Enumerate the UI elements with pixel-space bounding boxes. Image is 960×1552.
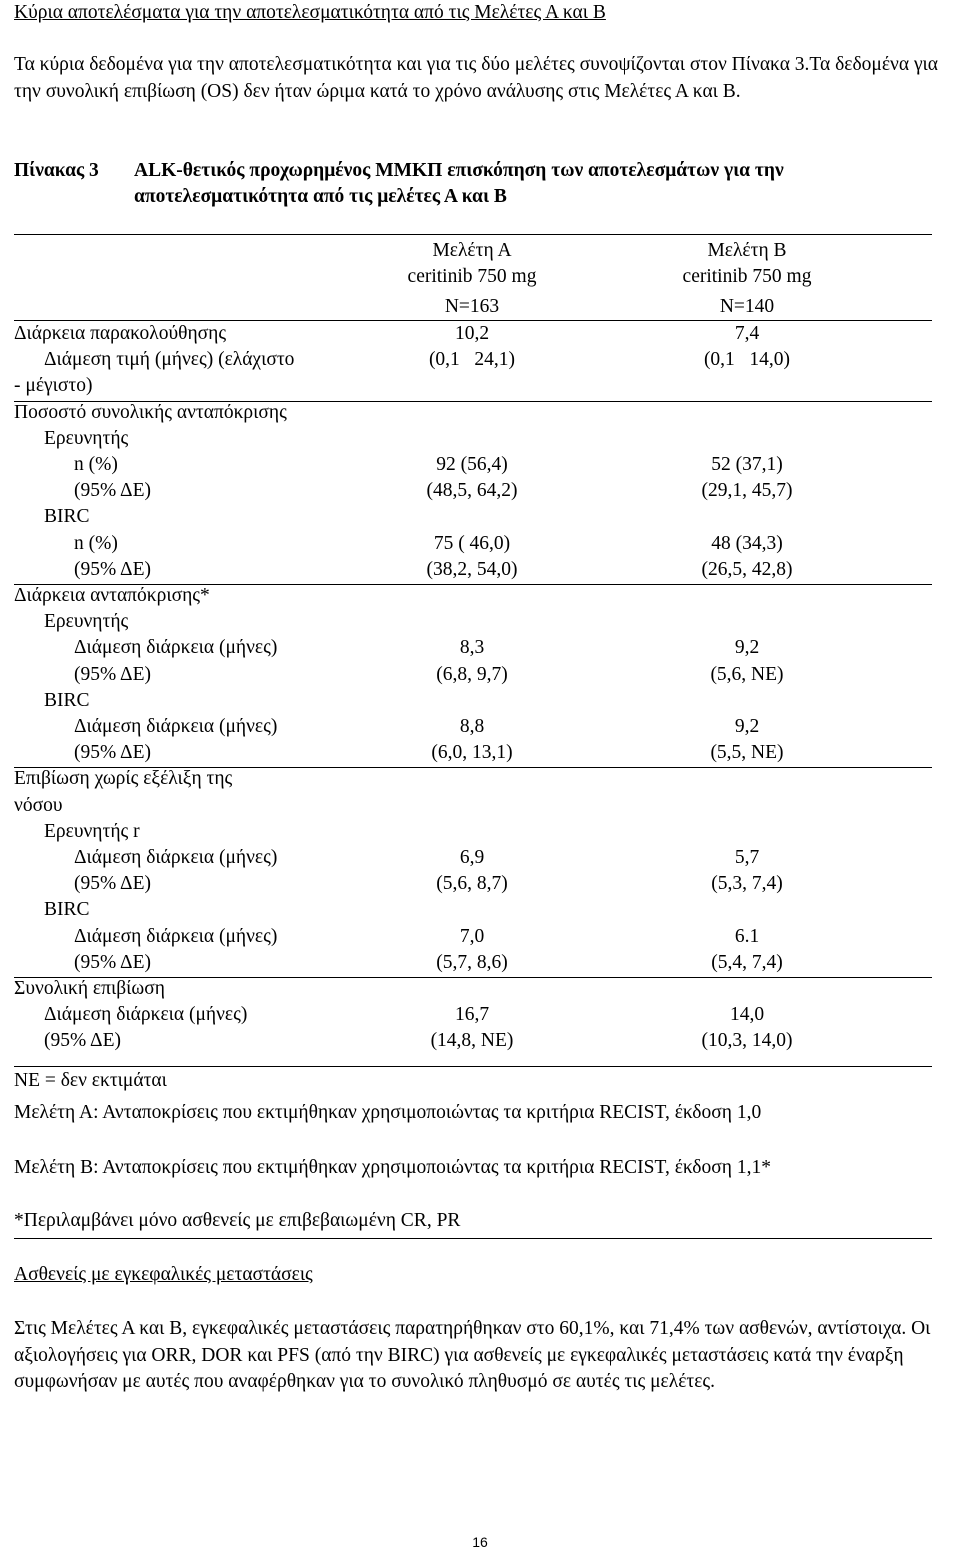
study-b-value: (5,4, 7,4)	[711, 951, 783, 973]
col-b-n: N=140	[719, 296, 775, 317]
table-row-label: (95% ΔΕ)	[74, 558, 151, 580]
table-row-label: n (%)	[74, 532, 118, 554]
study-b-value: 6.1	[734, 925, 760, 947]
table-row-label: Ερευνητής r	[44, 820, 140, 842]
study-a-value: (0,1 24,1)	[428, 349, 516, 371]
study-a-value: 7,0	[459, 925, 485, 947]
intro-paragraph: Τα κύρια δεδομένα για την αποτελεσματικότητα και για τις δύο μελέτες συνοψίζονται στον Πίνακα 3.Τα δεδομένα για την συνολική επιβίωση (OS) δεν ήταν ώριμα κατά το χρόνο ανάλυσης στις Μελέτες Α και Β.	[14, 54, 939, 102]
table-row-label: Ερευνητής	[44, 427, 129, 449]
col-b-title: Μελέτη Β	[707, 240, 787, 261]
study-a-value: (14,8, ΝΕ)	[430, 1030, 514, 1052]
study-a-value: (38,2, 54,0)	[426, 558, 518, 580]
table-row-label: n (%)	[74, 454, 118, 475]
table-row-label: (95% ΔΕ)	[74, 951, 151, 973]
table-row-label: Ερευνητής	[44, 611, 129, 633]
table-row-label: - μέγιστο)	[14, 375, 93, 397]
table-row-label: (95% ΔΕ)	[44, 1030, 121, 1052]
table-row-label: (95% ΔΕ)	[74, 742, 151, 764]
brain-metastases-paragraph: Στις Μελέτες Α και Β, εγκεφαλικές μεταστάσεις παρατηρήθηκαν στο 60,1%, και 71,4% των ασθενών, αντίστοιχα. Οι αξιολογήσεις για ORR, DOR και PFS (από την BIRC) για ασθενείς με εγκεφαλικές μεταστάσεις κατά την έναρξη συμφωνήσαν με αυτές που αναφέρθηκαν για το συνολικό πληθυσμό σε αυτές τις μελέτες.	[14, 1318, 931, 1392]
table-row-label: Διάρκεια ανταπόκρισης*	[14, 585, 210, 606]
table-footnote: Μελέτη Β: Ανταποκρίσεις που εκτιμήθηκαν χρησιμοποιώντας τα κριτήρια RECIST, έκδοση 1,1*	[14, 1157, 771, 1178]
table-row-label: Διάρκεια παρακολούθησης	[14, 323, 227, 344]
study-a-value: (5,7, 8,6)	[436, 951, 508, 973]
table-caption	[14, 158, 954, 210]
table-top-rule	[14, 234, 932, 235]
col-a-n: N=163	[444, 296, 500, 317]
study-b-value: (5,3, 7,4)	[711, 873, 783, 895]
table-row-label: Συνολική επιβίωση	[14, 978, 165, 999]
table-row-label: νόσου	[14, 794, 63, 816]
study-b-value: 9,2	[734, 637, 760, 659]
table-row-label: (95% ΔΕ)	[74, 480, 151, 502]
study-a-value: (48,5, 64,2)	[426, 480, 518, 502]
table-footnote: Μελέτη Α: Ανταποκρίσεις που εκτιμήθηκαν χρησιμοποιώντας τα κριτήρια RECIST, έκδοση 1,0	[14, 1102, 762, 1123]
col-a-title: Μελέτη Α	[432, 240, 512, 261]
table-row-label: Διάμεση διάρκεια (μήνες)	[44, 1004, 248, 1026]
table-row-label: Ποσοστό συνολικής ανταπόκρισης	[14, 401, 287, 423]
table-caption-label: Πίνακας 3	[14, 160, 99, 181]
footnote-bottom-rule	[14, 1238, 932, 1239]
table-row-label: Επιβίωση χωρίς εξέλιξη της	[14, 768, 233, 790]
study-a-value: 8,3	[459, 637, 485, 659]
table-row-label: Διάμεση διάρκεια (μήνες)	[74, 637, 278, 659]
study-b-value: 48 (34,3)	[711, 532, 783, 554]
page-number: 16	[472, 1534, 488, 1550]
table-bottom-rule	[14, 1066, 932, 1067]
table-row-label: BIRC	[44, 506, 90, 528]
table-row-label: Διάμεση τιμή (μήνες) (ελάχιστο	[44, 349, 295, 371]
table-row-label: BIRC	[44, 689, 90, 711]
table-footnote: *Περιλαμβάνει μόνο ασθενείς με επιβεβαιωμένη CR, PR	[14, 1210, 461, 1231]
study-b-value: (5,5, ΝΕ)	[710, 742, 784, 764]
table-footnote: ΝΕ = δεν εκτιμάται	[14, 1070, 167, 1091]
study-a-value: (6,0, 13,1)	[431, 742, 513, 764]
table-row-label: BIRC	[44, 899, 90, 921]
study-b-value: (10,3, 14,0)	[701, 1030, 793, 1052]
study-a-value: (6,8, 9,7)	[436, 663, 508, 685]
study-b-value: (5,6, ΝΕ)	[710, 663, 784, 685]
brain-metastases-heading: Ασθενείς με εγκεφαλικές μεταστάσεις	[14, 1264, 313, 1285]
table-row-label: (95% ΔΕ)	[74, 663, 151, 685]
study-a-value: (5,6, 8,7)	[436, 873, 508, 895]
study-b-value: 7,4	[734, 323, 760, 344]
section-heading: Κύρια αποτελέσματα για την αποτελεσματικότητα από τις Μελέτες Α και Β	[14, 2, 606, 23]
study-b-value: 9,2	[734, 716, 760, 737]
table-row-label: (95% ΔΕ)	[74, 873, 151, 895]
study-a-value: 92 (56,4)	[436, 454, 508, 475]
study-b-value: (29,1, 45,7)	[701, 480, 793, 502]
table-row-label: Διάμεση διάρκεια (μήνες)	[74, 716, 278, 737]
table-row-label: Διάμεση διάρκεια (μήνες)	[74, 925, 278, 947]
table-row-label: Διάμεση διάρκεια (μήνες)	[74, 847, 278, 868]
study-b-value: 14,0	[729, 1004, 765, 1026]
table-caption-text: ALK-θετικός προχωρημένος ΜΜΚΠ επισκόπηση των αποτελεσμάτων για την αποτελεσματικότητα από τις μελέτες Α και Β	[134, 160, 784, 207]
study-b-value: 5,7	[734, 847, 760, 868]
study-a-value: 10,2	[454, 323, 490, 344]
study-b-value: 52 (37,1)	[711, 454, 783, 475]
study-b-value: (0,1 14,0)	[703, 349, 791, 371]
col-b-drug: ceritinib 750 mg	[682, 266, 812, 287]
study-a-value: 6,9	[459, 847, 485, 868]
study-a-value: 8,8	[459, 716, 485, 737]
col-a-drug: ceritinib 750 mg	[407, 266, 537, 287]
study-a-value: 16,7	[454, 1004, 490, 1026]
study-a-value: 75 ( 46,0)	[433, 532, 511, 554]
study-b-value: (26,5, 42,8)	[701, 558, 793, 580]
